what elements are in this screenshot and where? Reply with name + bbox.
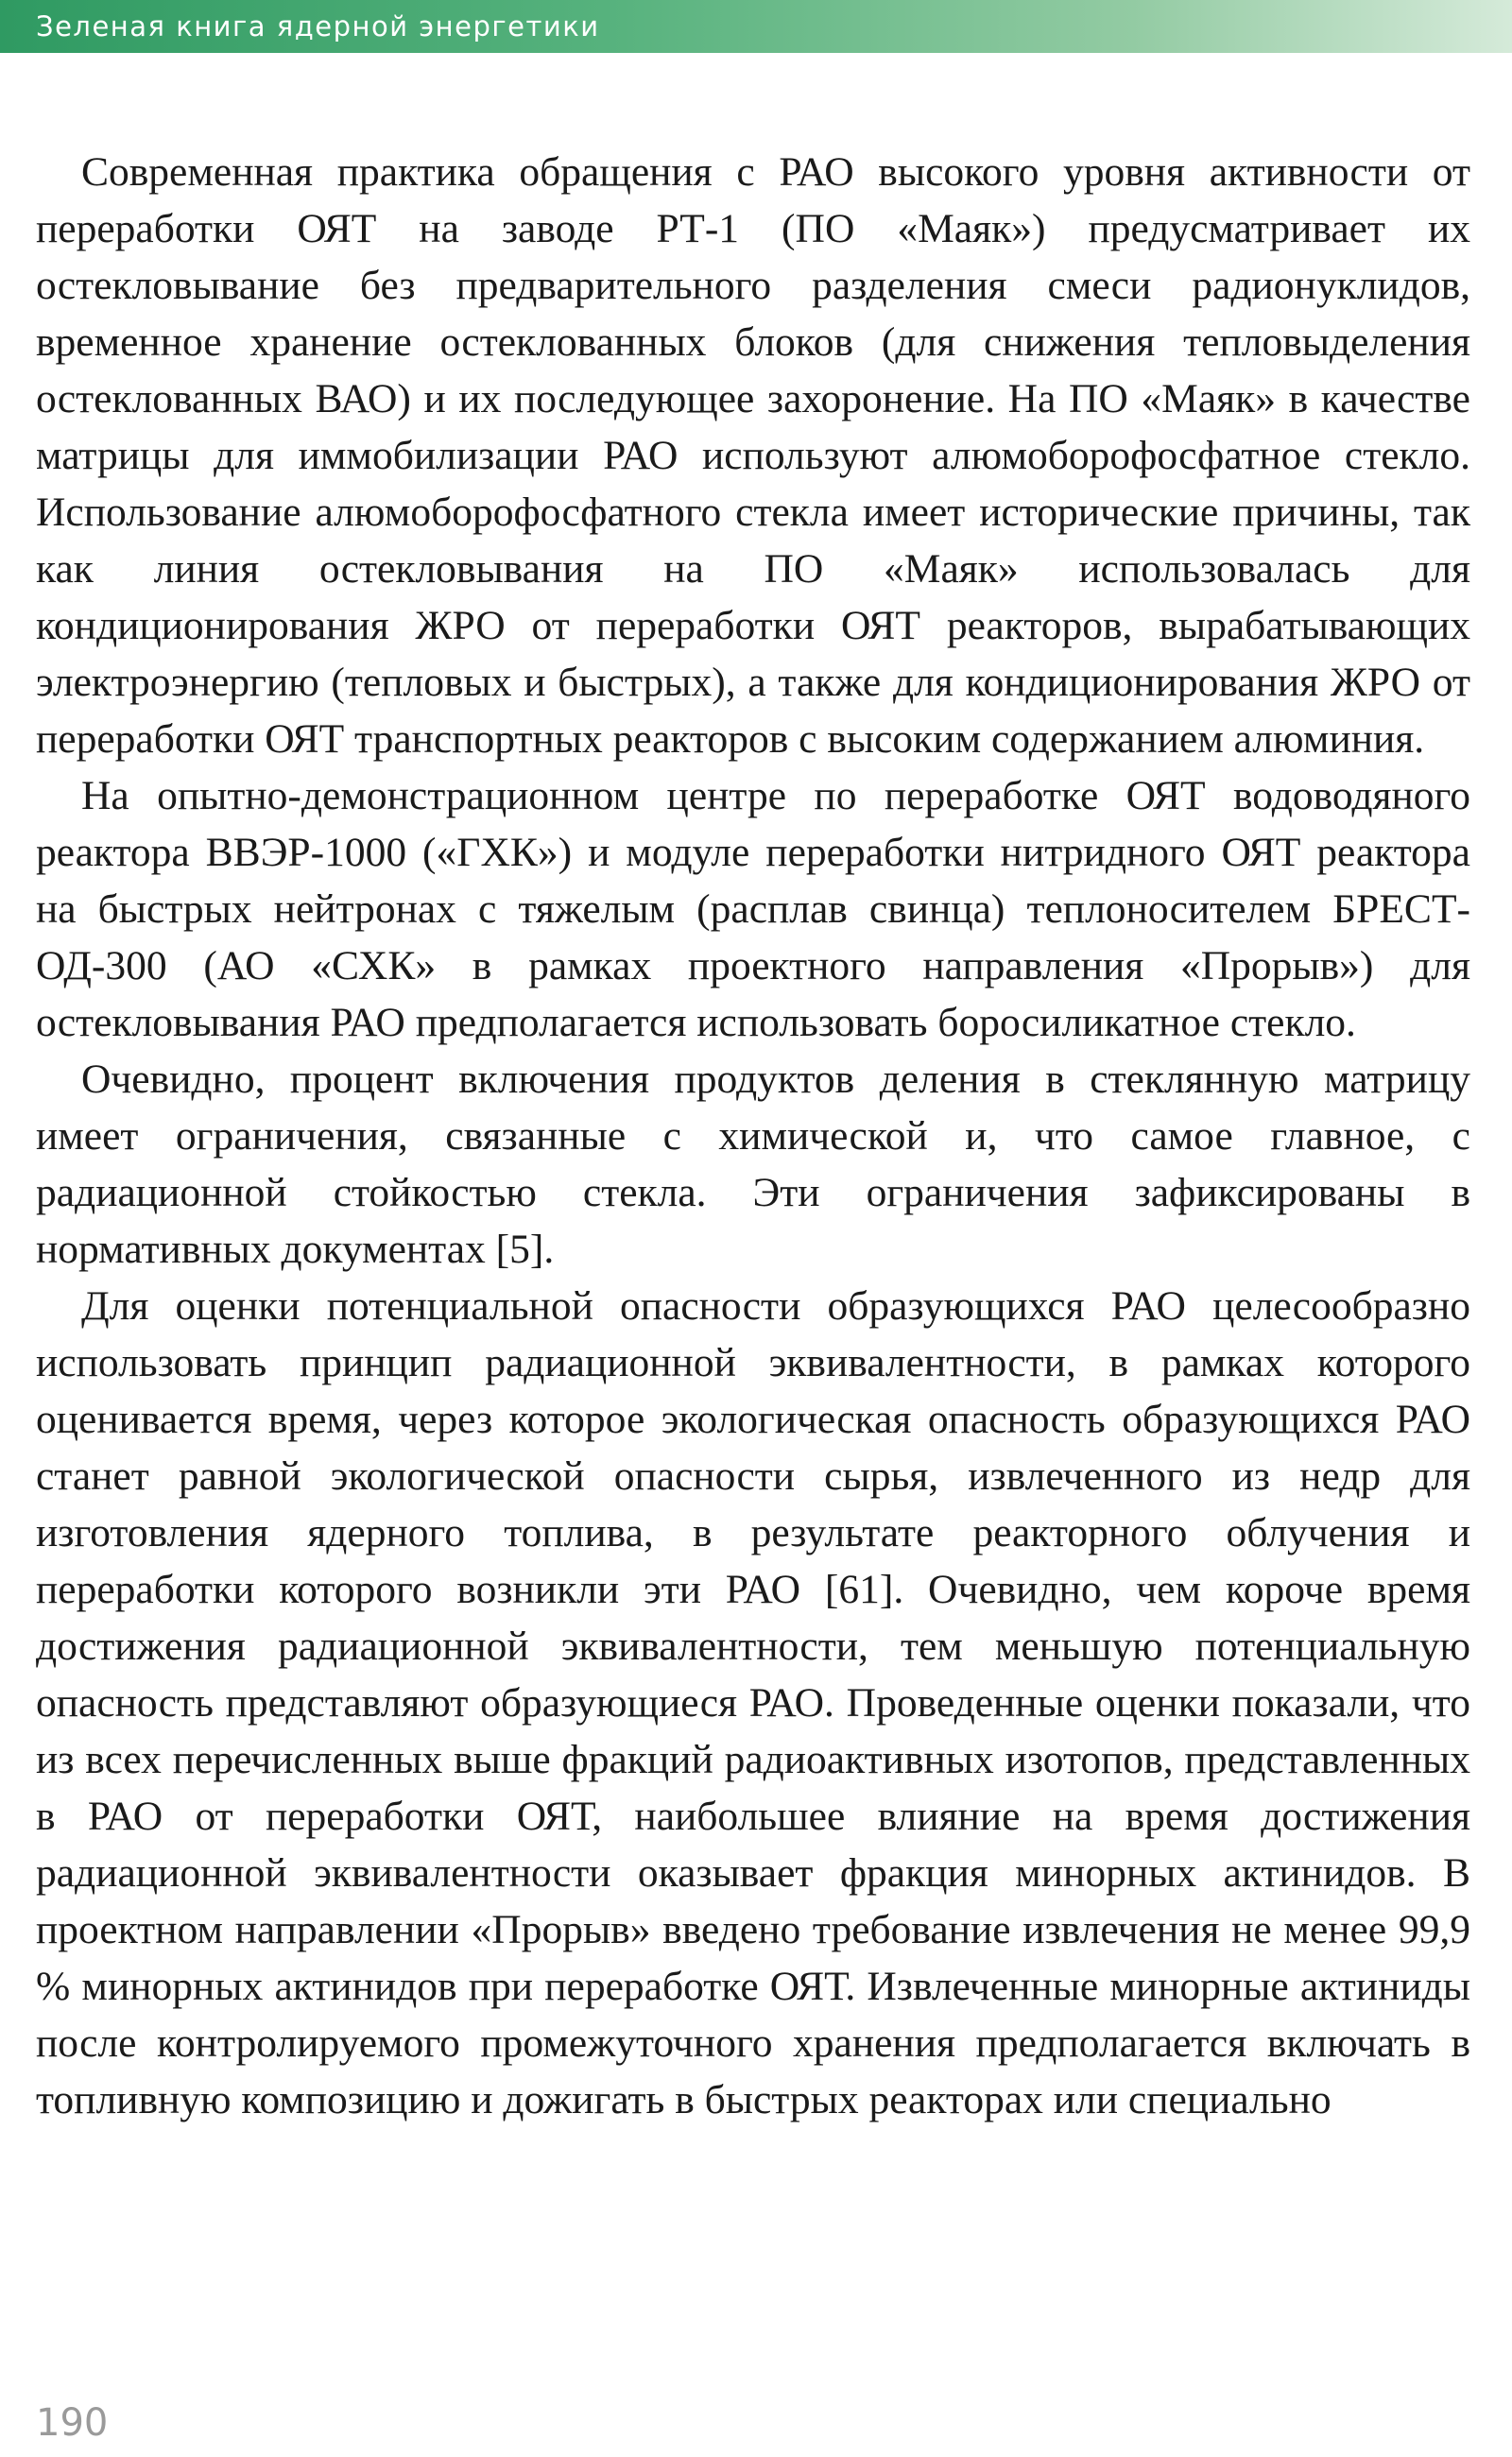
paragraph-3: Очевидно, процент включения продуктов деления в стеклянную матрицу имеет ограничения, связанные с химической и, что самое главное, с радиационной стойкостью стекла. Эти ограничения зафиксированы в нормативных документах [5]. xyxy=(36,1057,1470,1272)
running-head-title: Зеленая книга ядерной энергетики xyxy=(36,10,600,43)
paragraph-2: На опытно-демонстрационном центре по переработке ОЯТ водоводяного реактора ВВЭР-1000 («ГХК») и модуле переработки нитридного ОЯТ реактора на быстрых нейтронах с тяжелым (расплав свинца) теплоносителем БРЕСТ-ОД-300 (АО «СХК» в рамках проектного направления «Прорыв») для остекловывания РАО предполагается использовать боросиликатное стекло. xyxy=(36,773,1470,1045)
chapter-header-band xyxy=(0,0,1512,53)
page-body-text xyxy=(36,144,1470,2128)
page-number: 190 xyxy=(36,2401,109,2445)
paragraph-1: Современная практика обращения с РАО высокого уровня активности от переработки ОЯТ на заводе РТ-1 (ПО «Маяк») предусматривает их остекловывание без предварительного разделения смеси радионуклидов, временное хранение остеклованных блоков (для снижения тепловыделения остеклованных ВАО) и их последующее захоронение. На ПО «Маяк» в качестве матрицы для иммобилизации РАО используют алюмоборофосфатное стекло. Использование алюмоборофосфатного стекла имеет исторические причины, так как линия остекловывания на ПО «Маяк» использовалась для кондиционирования ЖРО от переработки ОЯТ реакторов, вырабатывающих электроэнергию (тепловых и быстрых), а также для кондиционирования ЖРО от переработки ОЯТ транспортных реакторов с высоким содержанием алюминия. xyxy=(36,149,1470,762)
paragraph-4: Для оценки потенциальной опасности образующихся РАО целесообразно использовать принцип радиационной эквивалентности, в рамках которого оценивается время, через которое экологическая опасность образующихся РАО станет равной экологической опасности сырья, извлеченного из недр для изготовления ядерного топлива, в результате реакторного облучения и переработки которого возникли эти РАО [61]. Очевидно, чем короче время достижения радиационной эквивалентности, тем меньшую потенциальную опасность представляют образующиеся РАО. Проведенные оценки показали, что из всех перечисленных выше фракций радиоактивных изотопов, представленных в РАО от переработки ОЯТ, наибольшее влияние на время достижения радиационной эквивалентности оказывает фракция минорных актинидов. В проектном направлении «Прорыв» введено требование извлечения не менее 99,9 % минорных актинидов при переработке ОЯТ. Извлеченные минорные актиниды после контролируемого промежуточного хранения предполагается включать в топливную композицию и дожигать в быстрых реакторах или специально xyxy=(36,1283,1470,2122)
